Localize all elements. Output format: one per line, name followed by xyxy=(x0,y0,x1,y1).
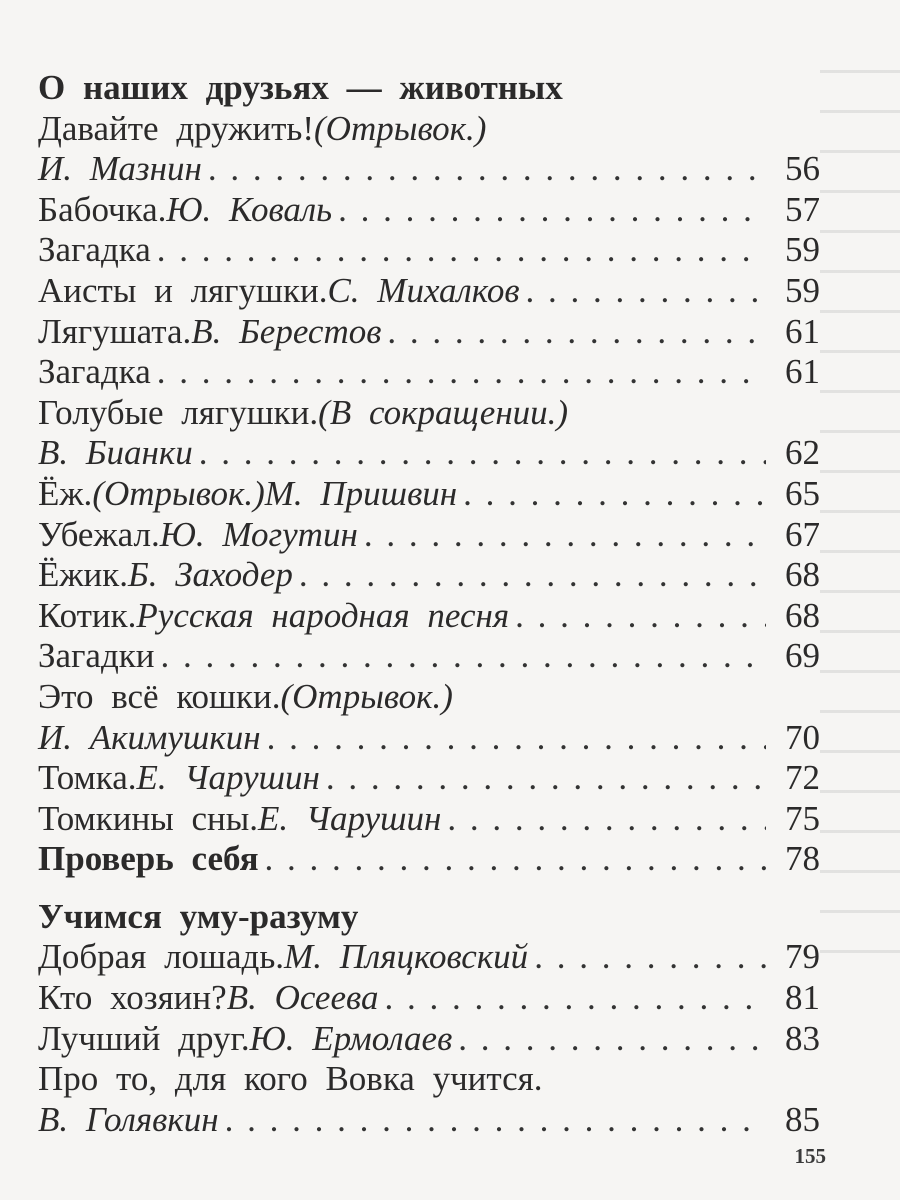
entry-page: 72 xyxy=(785,758,820,798)
entry-title: Про то, для кого Вовка учится. xyxy=(38,1059,543,1099)
entry-title: Давайте дружить! xyxy=(38,108,315,148)
toc-entry xyxy=(38,718,820,759)
entry-title: Убежал. xyxy=(38,514,160,554)
toc-entry xyxy=(38,555,820,596)
entry-title: Аисты и лягушки. xyxy=(38,270,328,310)
table-of-contents xyxy=(38,68,820,1140)
entry-page: 68 xyxy=(785,555,820,595)
dot-leader xyxy=(463,474,766,515)
entry-page: 59 xyxy=(785,230,820,270)
entry-page: 61 xyxy=(785,311,820,351)
dot-leader xyxy=(384,978,766,1019)
toc-entry xyxy=(38,839,820,880)
entry-page: 67 xyxy=(785,514,820,554)
toc-heading-line xyxy=(38,68,820,109)
entry-author: С. Михалков xyxy=(327,270,520,310)
entry-page: 61 xyxy=(785,352,820,392)
entry-author: И. Акимушкин xyxy=(38,717,261,757)
entry-author: М. Пляцковский xyxy=(284,937,529,977)
entry-page: 56 xyxy=(785,149,820,189)
entry-author: (В сокращении.) xyxy=(318,392,569,432)
entry-page: 59 xyxy=(785,270,820,310)
entry-author: Б. Заходер xyxy=(128,555,293,595)
toc-entry xyxy=(38,636,820,677)
entry-title: Загадка xyxy=(38,230,151,270)
entry-author: (Отрывок.) xyxy=(314,108,487,148)
entry-page: 69 xyxy=(785,636,820,676)
entry-title: Добрая лошадь. xyxy=(38,937,285,977)
toc-entry xyxy=(38,1019,820,1060)
entry-title: Это всё кошки. xyxy=(38,676,281,716)
entry-title: Лучший друг. xyxy=(38,1018,250,1058)
entry-title: Кто хозяин? xyxy=(38,978,227,1018)
dot-leader xyxy=(515,596,766,637)
dot-leader xyxy=(338,190,766,231)
toc-entry xyxy=(38,978,820,1019)
dot-leader xyxy=(526,271,766,312)
toc-heading-line xyxy=(38,677,820,718)
entry-title: Томка. xyxy=(38,758,137,798)
entry-author: (Отрывок.) xyxy=(92,473,265,513)
entry-title: О наших друзьях — животных xyxy=(38,68,563,107)
toc-entry xyxy=(38,515,820,556)
toc-entry xyxy=(38,190,820,231)
dot-leader xyxy=(265,839,766,880)
toc-entry xyxy=(38,352,820,393)
entry-author: Е. Чарушин xyxy=(136,758,320,798)
entry-title: Лягушата. xyxy=(38,311,192,351)
entry-title: Ёж. xyxy=(38,473,93,513)
dot-leader xyxy=(387,312,766,353)
toc-entry xyxy=(38,937,820,978)
entry-author: Ю. Ермолаев xyxy=(249,1018,453,1058)
entry-page: 70 xyxy=(785,717,820,757)
entry-page: 83 xyxy=(785,1018,820,1058)
toc-entry xyxy=(38,271,820,312)
toc-entry xyxy=(38,433,820,474)
dot-leader xyxy=(199,433,766,474)
entry-author: И. Мазнин xyxy=(38,149,202,189)
entry-author: В. Осеева xyxy=(226,978,379,1018)
dot-leader xyxy=(208,149,766,190)
toc-entry xyxy=(38,596,820,637)
entry-page: 57 xyxy=(785,189,820,229)
entry-page: 85 xyxy=(785,1099,820,1139)
entry-title: Котик. xyxy=(38,595,137,635)
entry-page: 65 xyxy=(785,473,820,513)
entry-author: Ю. Могутин xyxy=(159,514,358,554)
page-number: 155 xyxy=(794,1144,826,1168)
bleed-through-shadow xyxy=(820,70,900,970)
toc-entry xyxy=(38,474,820,515)
entry-title: Загадка xyxy=(38,352,151,392)
dot-leader xyxy=(364,515,766,556)
entry-author: Русская народная песня xyxy=(136,595,510,635)
dot-leader xyxy=(157,352,766,393)
entry-title: Учимся уму-разуму xyxy=(38,896,359,936)
entry-author: (Отрывок.) xyxy=(280,676,453,716)
toc-entry xyxy=(38,758,820,799)
toc-entry xyxy=(38,149,820,190)
toc-entry xyxy=(38,1100,820,1141)
dot-leader xyxy=(447,799,766,840)
toc-entry xyxy=(38,312,820,353)
entry-page: 62 xyxy=(785,433,820,473)
entry-title: Бабочка. xyxy=(38,189,167,229)
dot-leader xyxy=(225,1100,766,1141)
dot-leader xyxy=(267,718,766,759)
toc-entry xyxy=(38,799,820,840)
entry-author: М. Пришвин xyxy=(264,473,458,513)
entry-author: В. Голявкин xyxy=(38,1099,219,1139)
entry-page: 79 xyxy=(785,937,820,977)
entry-author: В. Берестов xyxy=(191,311,382,351)
entry-page: 78 xyxy=(785,839,820,879)
entry-title: Загадки xyxy=(38,636,155,676)
dot-leader xyxy=(326,758,766,799)
entry-page: 81 xyxy=(785,978,820,1018)
entry-author: Ю. Коваль xyxy=(166,189,333,229)
dot-leader xyxy=(161,636,766,677)
entry-title: Ёжик. xyxy=(38,555,129,595)
dot-leader xyxy=(157,230,766,271)
entry-title: Томкины сны. xyxy=(38,798,258,838)
entry-title: Проверь себя xyxy=(38,839,259,879)
entry-title: Голубые лягушки. xyxy=(38,392,319,432)
toc-heading-line xyxy=(38,1059,820,1100)
entry-page: 75 xyxy=(785,798,820,838)
toc-heading-line xyxy=(38,109,820,150)
toc-entry xyxy=(38,230,820,271)
entry-page: 68 xyxy=(785,595,820,635)
entry-author: Е. Чарушин xyxy=(258,798,442,838)
entry-author: В. Бианки xyxy=(38,433,193,473)
dot-leader xyxy=(458,1019,766,1060)
dot-leader xyxy=(534,937,766,978)
dot-leader xyxy=(299,555,766,596)
toc-heading-line xyxy=(38,393,820,434)
toc-heading-line xyxy=(38,897,820,938)
